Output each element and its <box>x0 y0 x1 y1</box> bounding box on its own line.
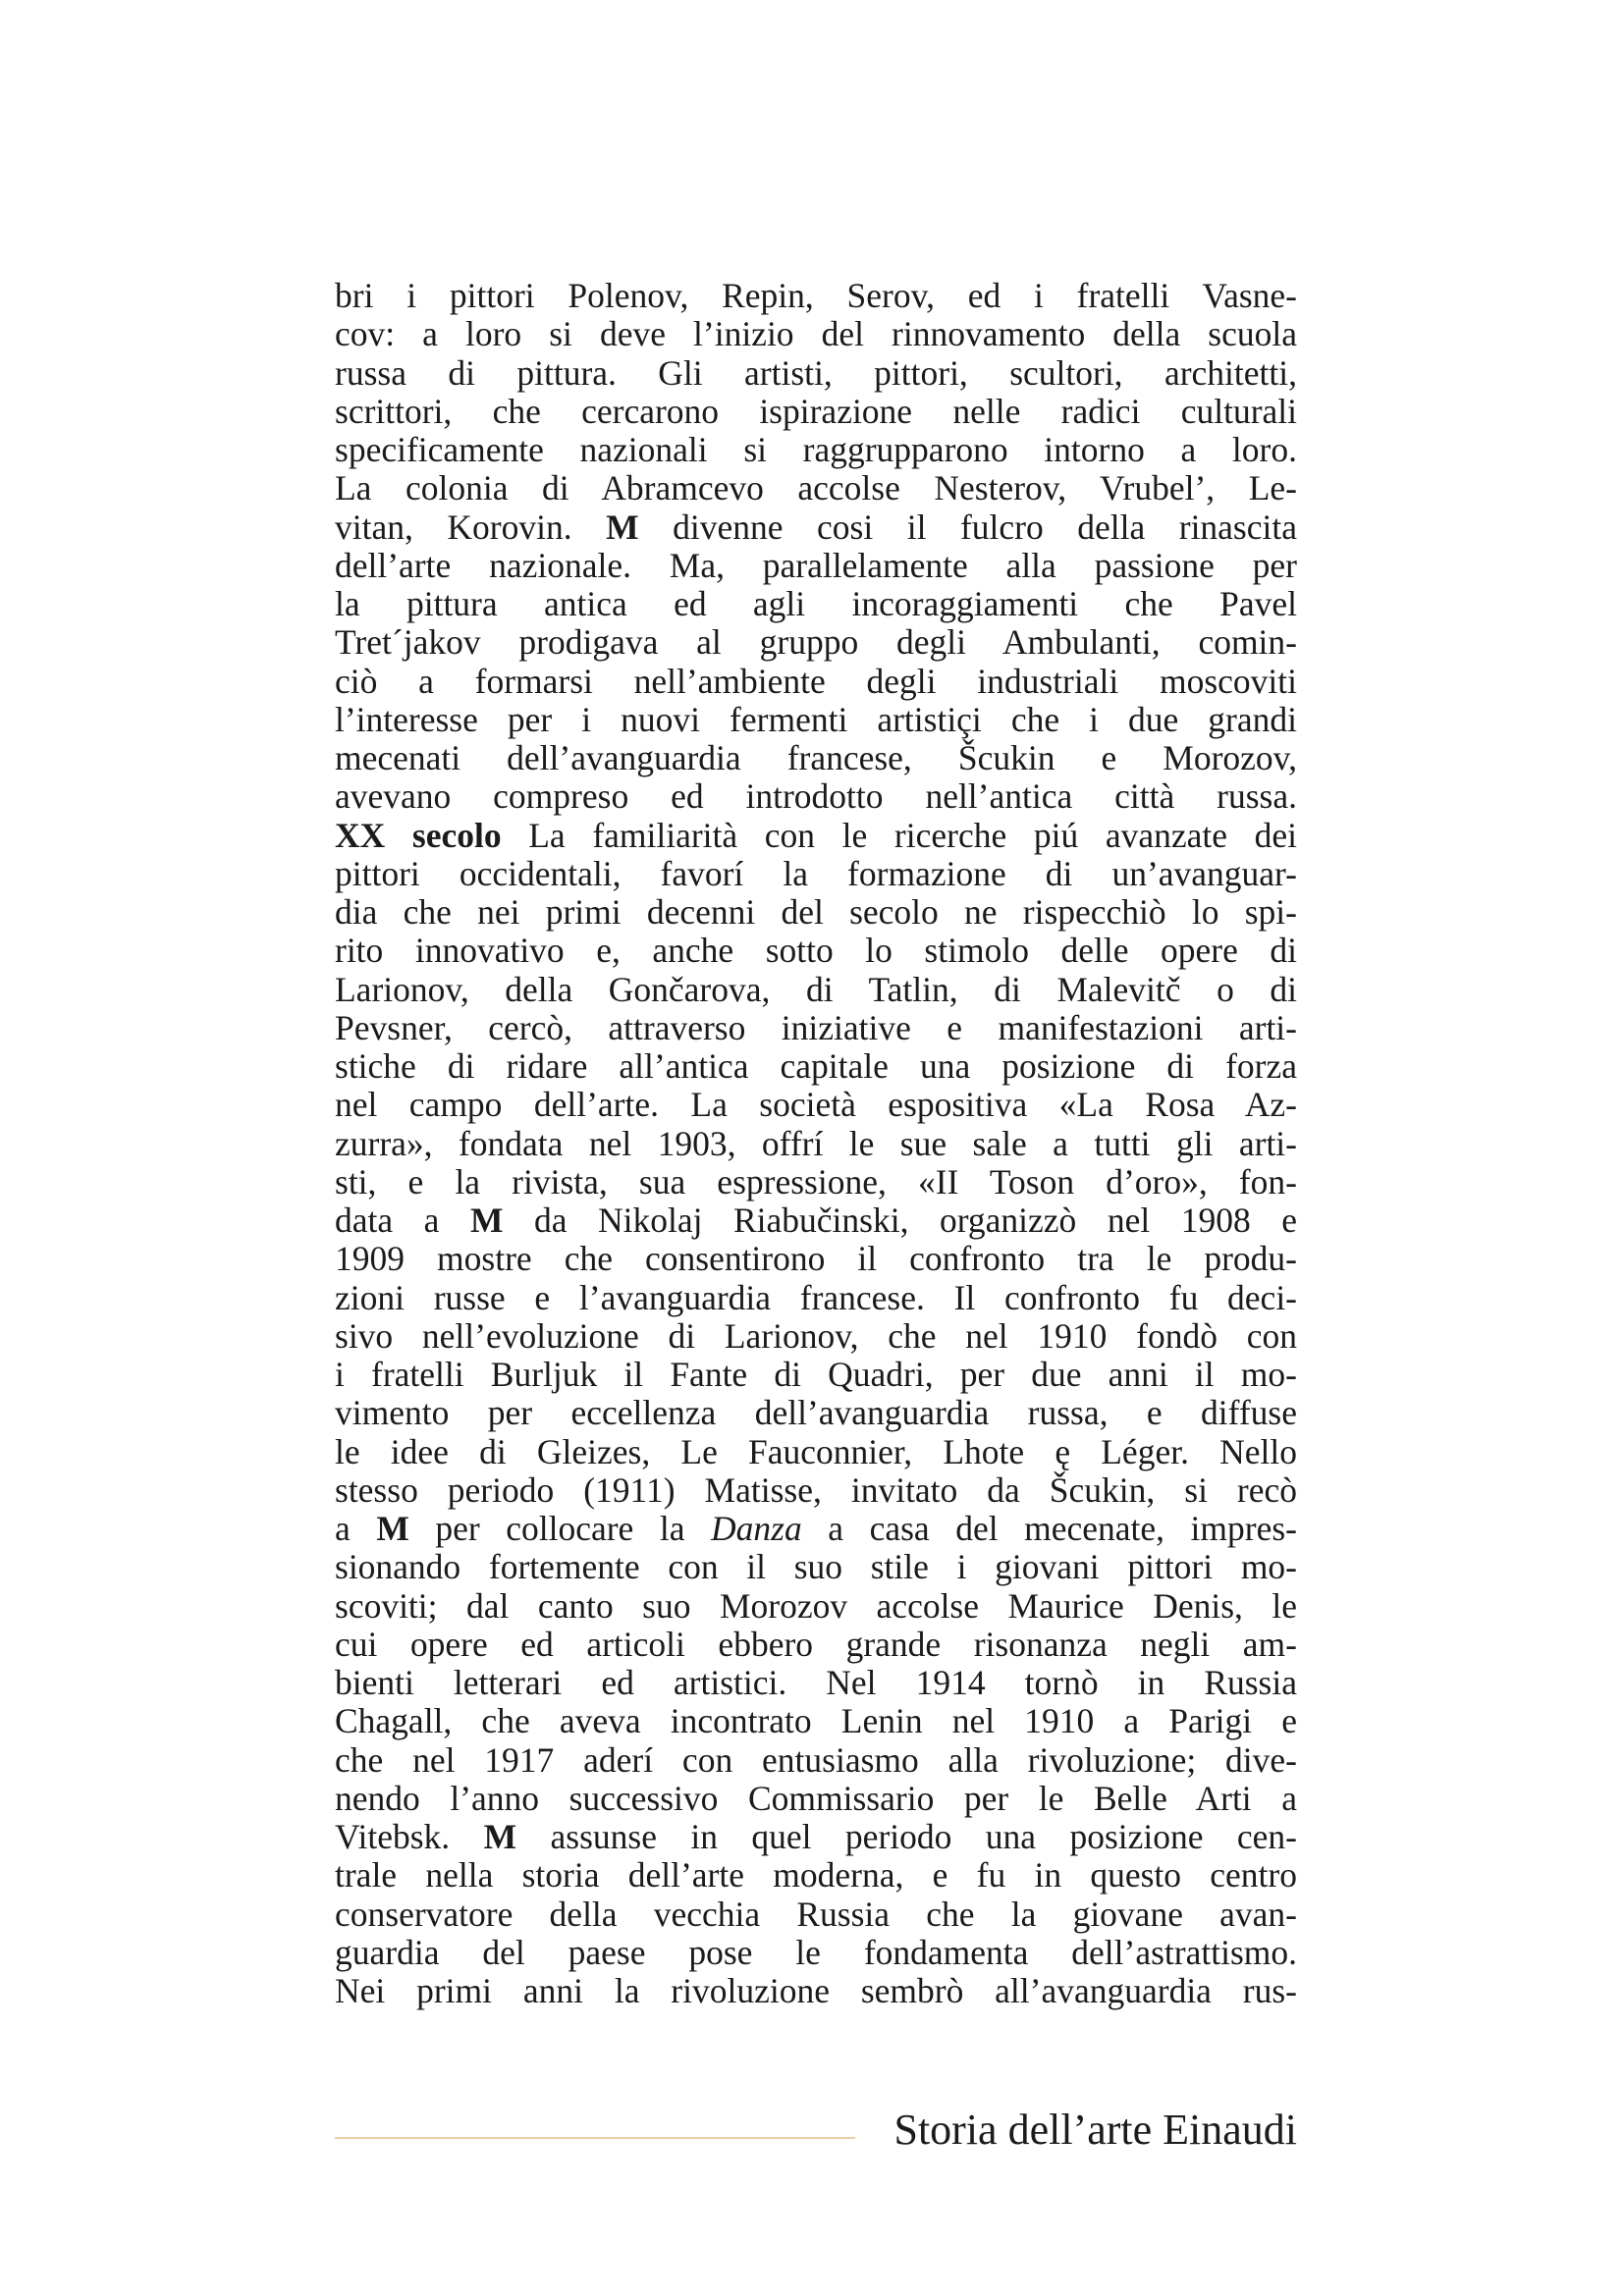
text-line <box>335 1240 1297 1278</box>
text-span: bienti letterari ed artistici. Nel 1914 tornò in Russia <box>335 1663 1297 1702</box>
text-span: stesso periodo (1911) Matisse, invitato da Šcukin, si recò <box>335 1469 1297 1510</box>
text-span: rito innovativo e, anche sotto lo stimolo delle opere di <box>335 931 1297 971</box>
text-span: scrittori, che cercarono ispirazione nelle radici culturali <box>335 391 1297 431</box>
text-line <box>335 1702 1297 1740</box>
text-span: assunse in quel periodo una posizione cen- <box>516 1817 1297 1856</box>
text-span: che nel 1917 aderí con entusiasmo alla rivoluzione; dive- <box>335 1739 1297 1780</box>
text-span: scoviti; dal canto suo Morozov accolse Maurice Denis, le <box>335 1585 1297 1626</box>
text-span: nendo l’anno successivo Commissario per le Belle Arti a <box>335 1778 1297 1818</box>
text-span: guardia del paese pose le fondamenta dell’astrattismo. <box>335 1932 1297 1972</box>
text-span: stiche di ridare all’antica capitale una posizione di forza <box>335 1046 1297 1086</box>
text-span: nel campo dell’arte. La società espositiva «La Rosa Az- <box>335 1085 1297 1125</box>
text-line <box>335 971 1297 1009</box>
text-line <box>335 623 1297 662</box>
text-span: vimento per eccellenza dell’avanguardia russa, e diffuse <box>335 1393 1297 1433</box>
bold-text: M <box>469 1201 504 1240</box>
text-span: Chagall, che aveva incontrato Lenin nel 1910 a Parigi e <box>335 1701 1297 1741</box>
text-span: cui opere ed articoli ebbero grande risonanza negli am- <box>335 1624 1297 1664</box>
bold-text: M <box>483 1817 517 1856</box>
text-span: Tret´jakov prodigava al gruppo degli Ambulanti, comin- <box>335 622 1297 663</box>
text-line <box>335 1548 1297 1586</box>
text-line <box>335 739 1297 777</box>
text-line <box>335 1086 1297 1124</box>
text-line <box>335 508 1297 547</box>
text-span: conservatore della vecchia Russia che la giovane avan- <box>335 1894 1297 1934</box>
text-span: sivo nell’evoluzione di Larionov, che nel 1910 fondò con <box>335 1315 1297 1356</box>
text-span: russa di pittura. Gli artisti, pittori, scultori, architetti, <box>335 352 1297 393</box>
text-line <box>335 701 1297 739</box>
text-line <box>335 817 1297 855</box>
text-span: da Nikolaj Riabučinski, organizzò nel 1908 e <box>503 1201 1297 1240</box>
text-span: trale nella storia dell’arte moderna, e fu in questo centro <box>335 1855 1297 1896</box>
text-span: sionando fortemente con il suo stile i giovani pittori mo- <box>335 1547 1297 1587</box>
text-line <box>335 1780 1297 1818</box>
text-line <box>335 1279 1297 1317</box>
text-span: dell’arte nazionale. Ma, parallelamente alla passione per <box>335 545 1297 585</box>
text-line <box>335 1125 1297 1163</box>
text-line <box>335 893 1297 932</box>
text-line <box>335 1471 1297 1510</box>
text-span: cov: a loro si deve l’inizio del rinnovamento della scuola <box>335 314 1297 354</box>
text-span: Vitebsk. <box>335 1817 484 1856</box>
text-line <box>335 1433 1297 1471</box>
text-span: Nei primi anni la rivoluzione sembrò all’avanguardia rus- <box>335 1971 1297 2010</box>
text-line <box>335 1626 1297 1664</box>
text-span: 1909 mostre che consentirono il confronto tra le produ- <box>335 1239 1297 1279</box>
text-line <box>335 855 1297 893</box>
body-text <box>335 277 1297 2010</box>
text-line <box>335 1009 1297 1047</box>
text-span: a casa del mecenate, impres- <box>801 1509 1297 1548</box>
text-span: sti, e la rivista, sua espressione, «II Toson d’oro», fon- <box>335 1161 1297 1201</box>
text-line <box>335 354 1297 393</box>
text-span: l’interesse per i nuovi fermenti artistiçi che i due grandi <box>335 699 1297 739</box>
text-line <box>335 932 1297 970</box>
text-span: zioni russe e l’avanguardia francese. Il confronto fu deci- <box>335 1277 1297 1317</box>
text-line <box>335 1163 1297 1201</box>
footer-rule <box>335 2137 855 2139</box>
text-span: Larionov, della Gončarova, di Tatlin, di Malevitč o di <box>335 969 1297 1009</box>
text-line <box>335 469 1297 507</box>
text-span: mecenati dell’avanguardia francese, Šcukin e Morozov, <box>335 738 1297 777</box>
footer-title: Storia dell’arte Einaudi <box>893 2106 1297 2154</box>
text-line <box>335 585 1297 623</box>
text-span: la pittura antica ed agli incoraggiamenti che Pavel <box>335 584 1297 623</box>
text-line <box>335 1047 1297 1086</box>
page-footer <box>335 2101 1297 2160</box>
text-span: Pevsner, cercò, attraverso iniziative e manifestazioni arti- <box>335 1007 1297 1047</box>
text-span: zurra», fondata nel 1903, offrí le sue sale a tutti gli arti- <box>335 1123 1297 1163</box>
text-line <box>335 1587 1297 1626</box>
text-span: pittori occidentali, favorí la formazione di un’avanguar- <box>335 853 1297 893</box>
text-line <box>335 547 1297 585</box>
text-span: divenne cosi il fulcro della rinascita <box>638 507 1297 547</box>
text-line <box>335 1510 1297 1548</box>
text-span: i fratelli Burljuk il Fante di Quadri, per due anni il mo- <box>335 1355 1297 1394</box>
text-span: La familiarità con le ricerche piú avanzate dei <box>501 815 1297 855</box>
text-line <box>335 1818 1297 1856</box>
text-line <box>335 431 1297 469</box>
text-line <box>335 1896 1297 1934</box>
text-line <box>335 663 1297 701</box>
text-line <box>335 1394 1297 1432</box>
text-line <box>335 1317 1297 1356</box>
text-span: bri i pittori Polenov, Repin, Serov, ed i fratelli Vasne- <box>335 276 1297 315</box>
text-line <box>335 1856 1297 1895</box>
italic-text: Danza <box>711 1509 802 1548</box>
text-span: a <box>335 1509 377 1548</box>
text-span: le idee di Gleizes, Le Fauconnier, Lhote ę Léger. Nello <box>335 1431 1297 1471</box>
text-line <box>335 1972 1297 2010</box>
text-span: dia che nei primi decenni del secolo ne rispecchiò lo spi- <box>335 892 1297 932</box>
text-span: avevano compreso ed introdotto nell’antica città russa. <box>335 776 1297 817</box>
text-line <box>335 1741 1297 1780</box>
text-span: ciò a formarsi nell’ambiente degli industriali moscoviti <box>335 661 1297 701</box>
bold-text: M <box>606 507 639 547</box>
text-line <box>335 1664 1297 1702</box>
bold-text: M <box>376 1509 409 1548</box>
text-span: vitan, Korovin. <box>335 507 607 547</box>
text-line <box>335 777 1297 816</box>
text-line <box>335 277 1297 315</box>
text-line <box>335 315 1297 353</box>
text-line <box>335 1201 1297 1240</box>
text-span: La colonia di Abramcevo accolse Nesterov, Vrubel’, Le- <box>335 468 1297 508</box>
text-line <box>335 393 1297 431</box>
text-line <box>335 1934 1297 1972</box>
text-span: data a <box>335 1201 470 1240</box>
bold-text: XX secolo <box>335 815 502 855</box>
text-span: per collocare la <box>408 1509 712 1548</box>
text-span: specificamente nazionali si raggrupparono intorno a loro. <box>335 430 1297 469</box>
text-line <box>335 1356 1297 1394</box>
